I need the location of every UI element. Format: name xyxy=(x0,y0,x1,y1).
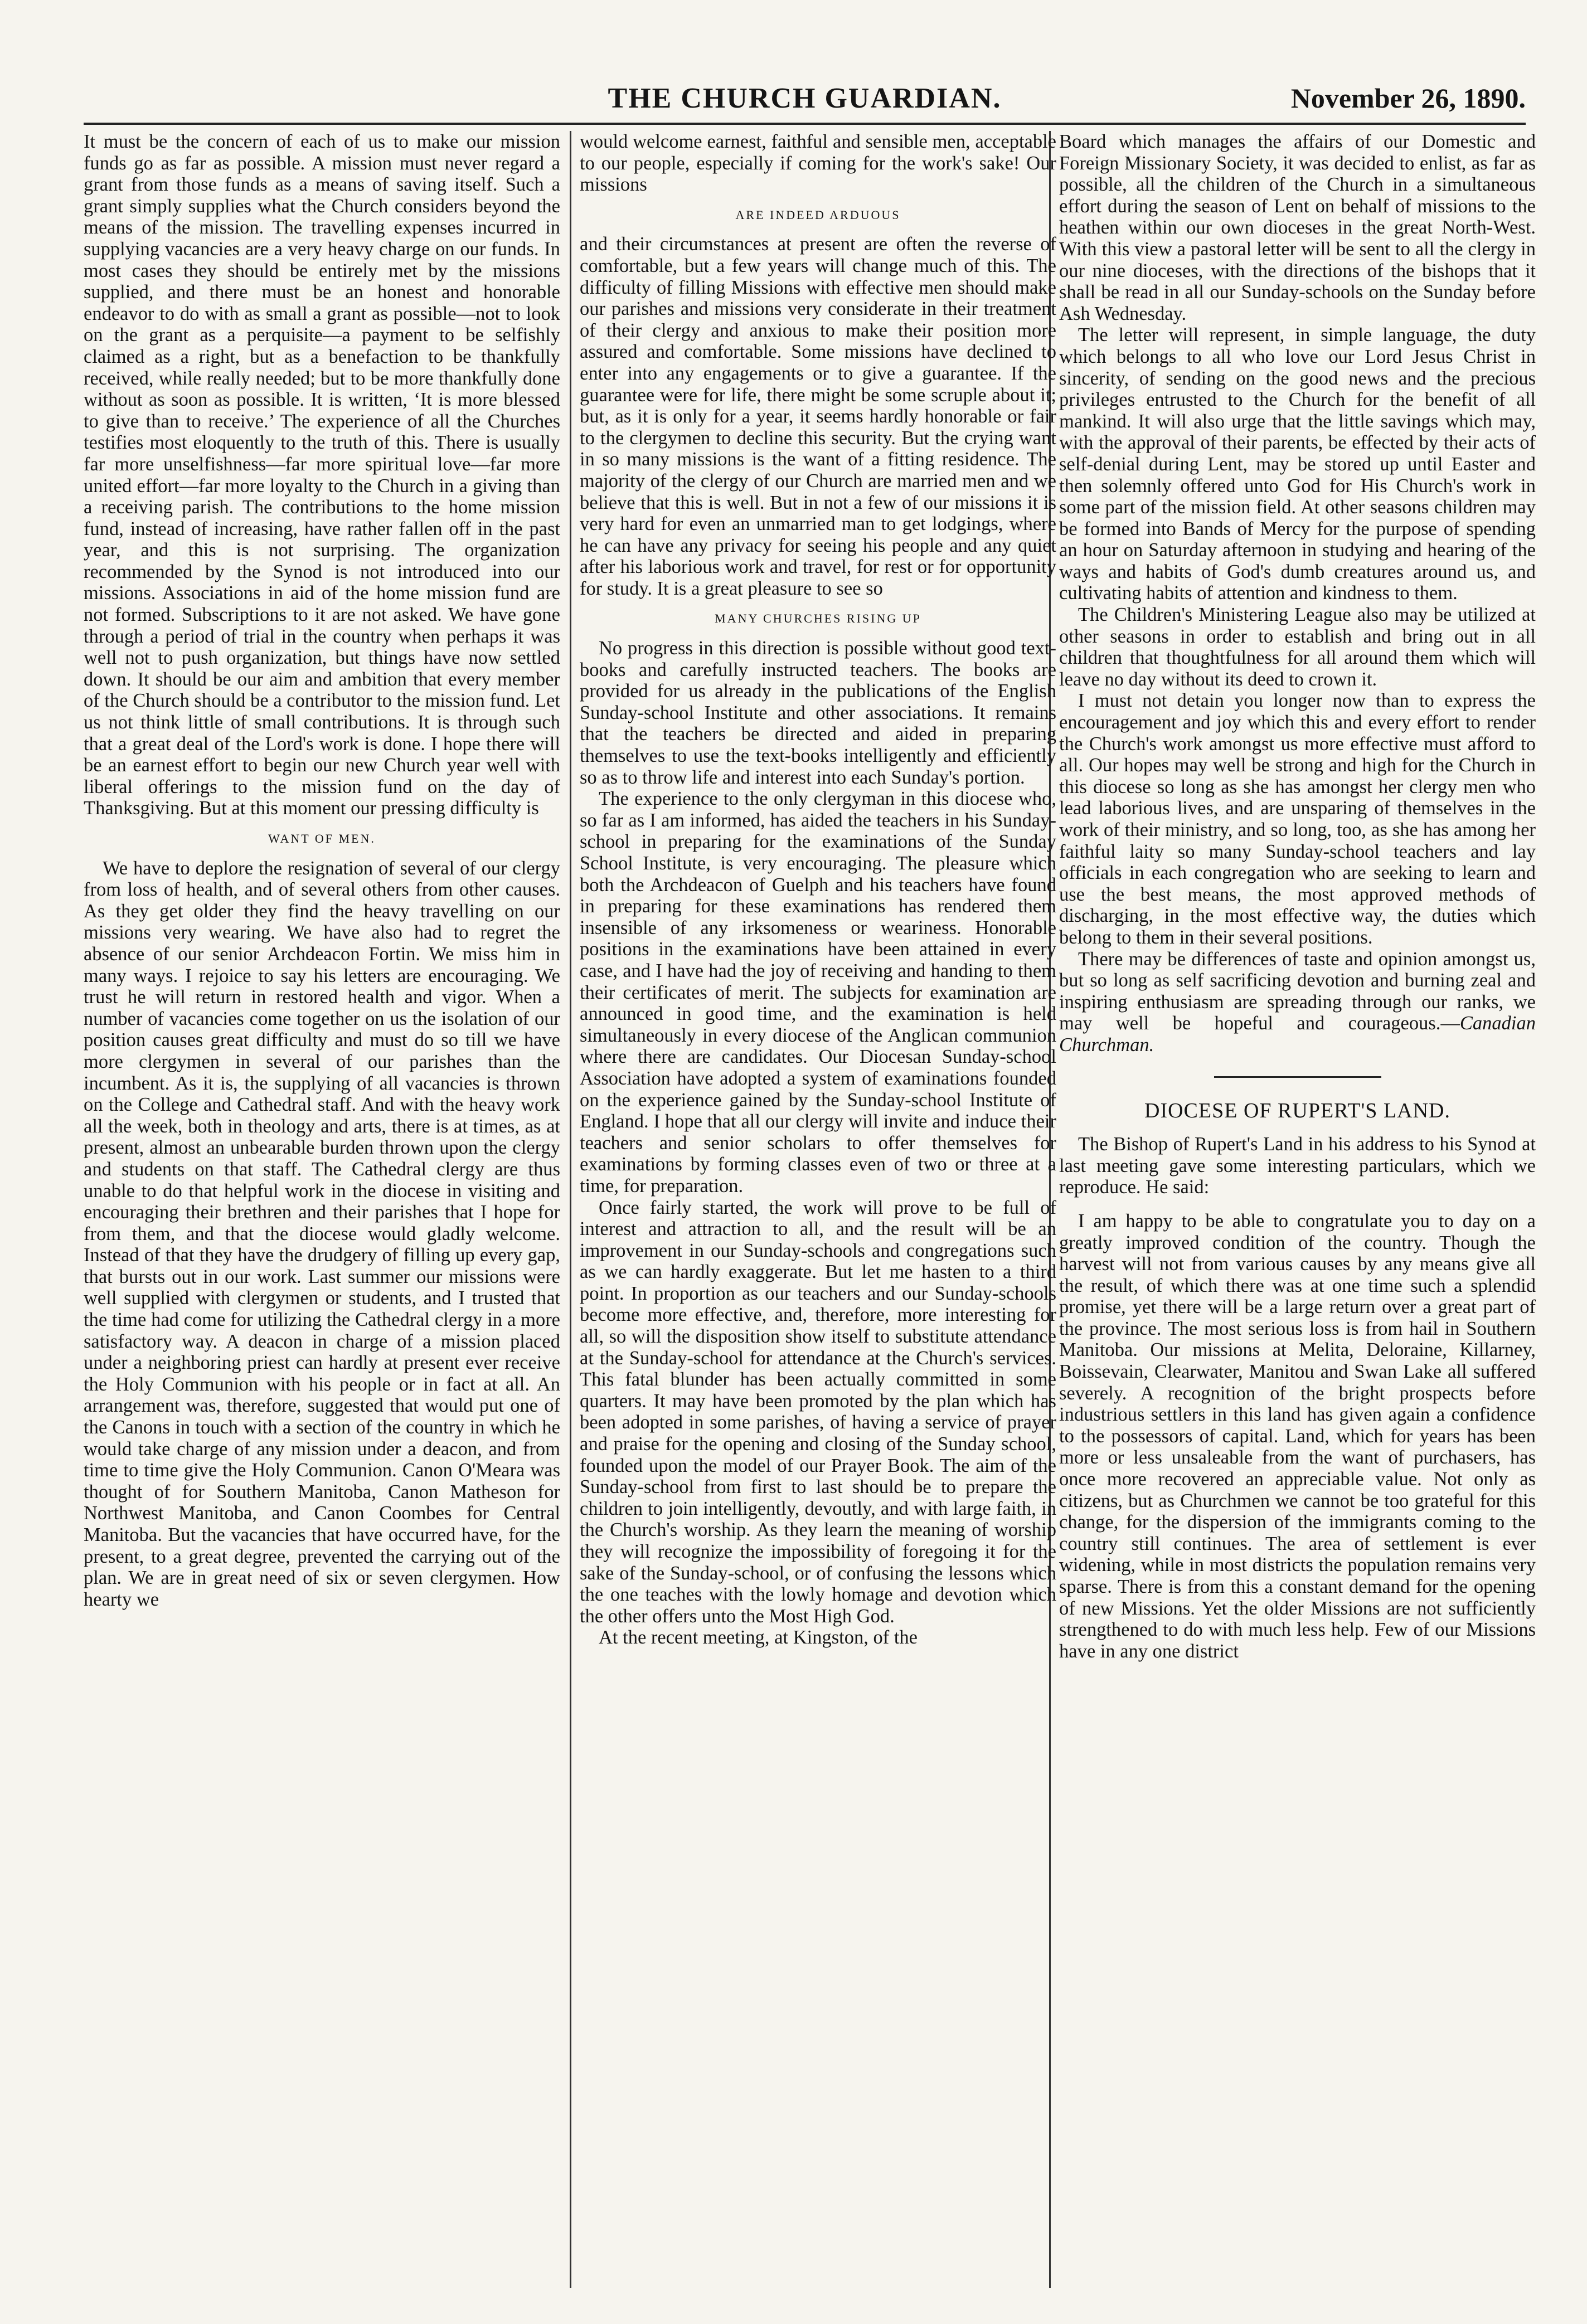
paragraph: and their circumstances at present are often the reverse of comfortable, but a few years will change much of this. The difficulty of filling Missions with effective men should make our parishes and missions very considerate in their treatment of their clergy and anxious to make their position more assured and comfortable. Some missions have declined to enter into any engagements or to give a guarantee. If the guarantee were for life, there might be some scruple about it; but, as it is only for a year, it seems hardly honorable or fair to the clergymen to decline this security. But the crying want in so many missions is the want of a fitting residence. The majority of the clergy of our Church are married men and we believe that this is well. But in not a few of our missions it is very hard for even an unmarried man to get lodgings, where he can have any privacy for seeing his people and any quiet after his laborious work and travel, for rest or for opportunity for study. It is a great pleasure to see so xyxy=(580,234,1056,599)
page-header xyxy=(84,70,1526,125)
paragraph: I must not detain you longer now than to express the encouragement and joy which this and every effort to render the Church's work amongst us more effective must afford to all. Our hopes may well be strong and high for the Church in this diocese so long as she has amongst her clergy men who lead laborious lives, and are unsparing of themselves in the work of their ministry, and so long, too, as she has among her faithful laity so many Sunday-school teachers and lay officials in each congregation who are seeking to learn and use the best means, the most approved methods of discharging, in the most effective way, the duties which belong to them in their several positions. xyxy=(1059,690,1536,948)
column-2 xyxy=(580,131,1056,2288)
paragraph: would welcome earnest, faithful and sensible men, acceptable to our people, especially if coming for the work's sake! Our missions xyxy=(580,131,1056,196)
paragraph: The experience to the only clergyman in this diocese who, so far as I am informed, has aided the teachers in his Sunday-school in preparing for the examinations of the Sunday School Institute, is very encouraging. The pleasure which both the Archdeacon of Guelph and his teachers have found in preparing for these examinations has rendered them insensible of any irksomeness or weariness. Honorable positions in the examinations have been attained in every case, and I have had the joy of receiving and handing to them their certificates of merit. The subjects for examination are announced in good time, and the examination is held simultaneously in every diocese of the Anglican communion where there are candidates. Our Diocesan Sunday-school Association have adopted a system of examinations founded on the experience gained by the Sunday-school Institute of England. I hope that all our clergy will invite and induce their teachers and senior scholars to offer themselves for examinations by forming classes even of two or three at a time, for preparation. xyxy=(580,788,1056,1197)
paragraph: It must be the concern of each of us to make our mission funds go as far as possible. A mission must never regard a grant from those funds as a means of saving itself. Such a grant simply supplies what the Church considers beyond the means of the mission. The travelling expenses incurred in supplying vacancies are a very heavy charge on our funds. In most cases they should be entirely met by the missions supplied, and there must be an honest and honorable endeavor to do with as small a grant as possible—not to look on the grant as a perquisite—a payment to be selfishly claimed as a right, but as a benefaction to be thankfully received, while really needed; but to be more thankfully done without as soon as possible. It is written, ‘It is more blessed to give than to receive.’ The experience of all the Churches testifies most eloquently to the truth of this. There is usually far more unselfishness—far more spiritual love—far more united effort—far more loyalty to the Church in a giving than a receiving parish. The contributions to the home mission fund, instead of increasing, have rather fallen off in the past year, and this is not surprising. The organization recommended by the Synod is not introduced into our missions. Associations in aid of the home mission fund are not formed. Subscriptions to it are not asked. We have gone through a period of trial in the country when perhaps it was well not to push organization, but things have now settled down. It should be our aim and ambition that every member of the Church should be a contributor to the mission fund. Let us not think little of small contributions. It is through such that a great deal of the Lord's work is done. I hope there will be an earnest effort to begin our new Church year well with liberal offerings to the mission fund on the day of Thanksgiving. But at this moment our pressing difficulty is xyxy=(84,131,560,819)
paragraph: The letter will represent, in simple language, the duty which belongs to all who love our Lord Jesus Christ in sincerity, of sending on the good news and the precious privileges entrusted to the Church for the benefit of all mankind. It will also urge that the little savings which may, with the approval of their parents, be effected by their acts of self-denial during Lent, may be stored up until Easter and then solemnly offered unto God for His Church's work in some part of the mission field. At other seasons children may be formed into Bands of Mercy for the purpose of spending an hour on Saturday afternoon in studying and hearing of the ways and habits of God's dumb creatures around us, and cultivating habits of attention and kindness to them. xyxy=(1059,324,1536,604)
issue-date: November 26, 1890. xyxy=(1290,82,1526,114)
paragraph: We have to deplore the resignation of several of our clergy from loss of health, and of several others from other causes. As they get older they find the heavy travelling on our missions very wearing. We have also had to regret the absence of our senior Archdeacon Fortin. We miss him in many ways. I rejoice to say his letters are encouraging. We trust he will return in restored health and vigor. When a number of vacancies come together on us the isolation of our position causes great difficulty and must do so till we have more clergymen in several of our parishes than the incumbent. As it is, the supplying of all vacancies is thrown on the College and Cathedral staff. And with the heavy work all the week, both in theology and arts, there is at times, as at present, almost an unbearable burden thrown upon the clergy and students on that staff. The Cathedral clergy are thus unable to do that helpful work in the diocese in visiting and encouraging their brethren and their parishes that I hope for from them, and that the diocese would gladly welcome. Instead of that they have the drudgery of filling up every gap, that bursts out in our work. Last summer our missions were well supplied with clergymen or students, and I trusted that the time had come for utilizing the Cathedral clergy in a more satisfactory way. A deacon in charge of a mission placed under a neighboring priest can hardly at present ever receive the Holy Communion with his people or in fact at all. An arrangement was, therefore, suggested that would put one of the Canons in touch with a section of the country in which he would take charge of any mission under a deacon, and from time to time give the Holy Communion. Canon O'Meara was thought of for Southern Manitoba, Canon Matheson for Northwest Manitoba, and Canon Coombes for Central Manitoba. But the vacancies that have occurred have, for the present, to a great degree, prevented the carrying out of the plan. We are in great need of six or seven clergymen. How hearty we xyxy=(84,857,560,1610)
column-1 xyxy=(84,131,560,2288)
paragraph xyxy=(1059,949,1536,1056)
paragraph-text: There may be differences of taste and opinion amongst us, but so long as self sacrificing devotion and burning zeal and inspiring enthusiasm are spreading through our ranks, we may well be hopeful and courageous.— xyxy=(1059,948,1536,1034)
subheading: MANY CHURCHES RISING UP xyxy=(715,611,921,626)
paragraph: The Bishop of Rupert's Land in his address to his Synod at last meeting gave some interesting particulars, which we reproduce. He said: xyxy=(1059,1134,1536,1198)
paragraph: I am happy to be able to congratulate you to day on a greatly improved condition of the country. Though the harvest will not from various causes by any means give all the result, of which there was at one time such a splendid promise, yet there will be a large return over a great part of the province. The most serious loss is from hail in Southern Manitoba. Our missions at Melita, Deloraine, Killarney, Boissevain, Clearwater, Manitou and Swan Lake all suffered severely. A recognition of the bright prospects before industrious settlers in this land has given again a confidence to the possessors of capital. Land, which for years has been more or less unsaleable from the want of purchasers, has once more recovered an appreciable value. Not only as citizens, but as Churchmen we cannot be too grateful for this change, for the dispersion of the immigrants coming to the country still continues. The area of settlement is ever widening, while in most districts the population remains very sparse. There is from this a constant demand for the opening of new Missions. Yet the older Missions are not sufficiently strengthened to do with much less help. Few of our Missions have in any one district xyxy=(1059,1210,1536,1662)
column-rule xyxy=(570,131,571,2288)
column-3 xyxy=(1059,131,1536,2288)
paragraph: Once fairly started, the work will prove to be full of interest and attraction to all, and the result will be an improvement in our Sunday-schools and congregations such as we can hardly exaggerate. But let me hasten to a third point. In proportion as our teachers and our Sunday-schools become more effective, and, therefore, more interesting for all, so will the disposition show itself to substitute attendance at the Sunday-school for attendance at the Church's services. This fatal blunder has been actually committed in some quarters. It may have been promoted by the plan which has been adopted in some parishes, of having a service of prayer and praise for the opening and closing of the Sunday school, founded upon the model of our Prayer Book. The aim of the Sunday-school from first to last should be to prepare the children to join intelligently, devoutly, and with large faith, in the Church's worship. As they learn the meaning of worship they will recognize the impossibility of foregoing it for the sake of the Sunday-school, or of confusing the lessons which the one teaches with the lowly homage and devotion which the other offers unto the Most High God. xyxy=(580,1197,1056,1627)
source-credit: Canadian Churchman. xyxy=(1059,1013,1536,1056)
masthead: THE CHURCH GUARDIAN. xyxy=(608,82,1002,114)
paragraph: The Children's Ministering League also may be utilized at other seasons in order to establish and bring out in all children that thoughtfulness for all around them which will leave no day without its deed to crown it. xyxy=(1059,604,1536,690)
paragraph: Board which manages the affairs of our Domestic and Foreign Missionary Society, it was decided to enlist, as far as possible, all the children of the Church in a simultaneous effort during the season of Lent on behalf of missions to the heathen within our own dioceses in the great North-West. With this view a pastoral letter will be sent to all the clergy in our nine dioceses, with the directions of the bishops that it shall be read in all our Sunday-schools on the Sunday before Ash Wednesday. xyxy=(1059,131,1536,324)
section-divider xyxy=(1214,1076,1381,1078)
section-title: DIOCESE OF RUPERT'S LAND. xyxy=(1144,1098,1450,1122)
paragraph: At the recent meeting, at Kingston, of the xyxy=(599,1627,918,1649)
subheading: ARE INDEED ARDUOUS xyxy=(735,207,901,222)
subheading: WANT OF MEN. xyxy=(268,832,376,845)
paragraph: No progress in this direction is possible without good text-books and carefully instructed teachers. The books are provided for us already in the publications of the English Sunday-school Institute and other associations. It remains that the teachers be directed and aided in preparing themselves to use the text-books intelligently and efficiently so as to throw life and interest into each Sunday's portion. xyxy=(580,638,1056,788)
